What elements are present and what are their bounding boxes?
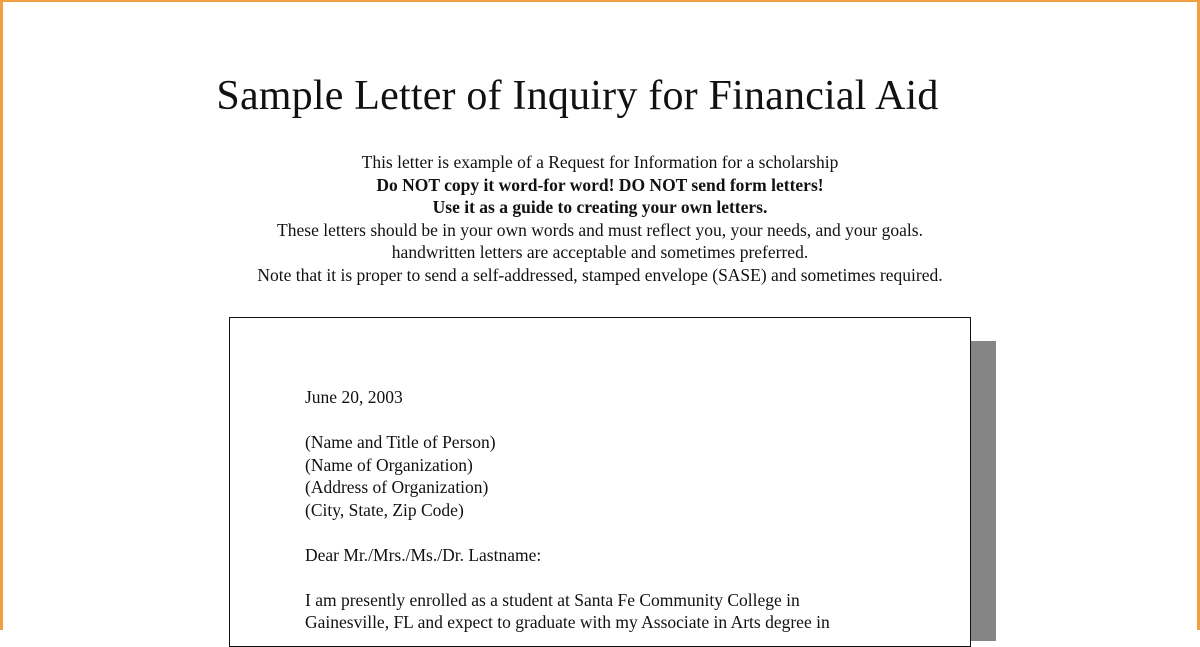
recipient-name-line: (Name and Title of Person) xyxy=(305,432,496,452)
document-title: Sample Letter of Inquiry for Financial Aid xyxy=(216,73,939,119)
page-frame-top xyxy=(0,0,1200,2)
recipient-city-line: (City, State, Zip Code) xyxy=(305,499,464,520)
intro-guide-line: Use it as a guide to creating your own letters. xyxy=(432,197,768,217)
letter-date: June 20, 2003 xyxy=(305,387,403,407)
sample-letter xyxy=(229,317,971,647)
letter-paragraph-line-1: I am presently enrolled as a student at Santa Fe Community College in xyxy=(305,589,800,610)
letter-body xyxy=(305,386,945,634)
intro-line-1: This letter is example of a Request for Information for a scholarship xyxy=(361,152,839,172)
intro-line-5: handwritten letters are acceptable and sometimes preferred. xyxy=(391,242,809,262)
intro-line-4: These letters should be in your own words and must reflect you, your needs, and your goals. xyxy=(277,219,923,240)
letter-salutation: Dear Mr./Mrs./Ms./Dr. Lastname: xyxy=(305,544,542,565)
recipient-address-line: (Address of Organization) xyxy=(305,477,489,497)
intro-warning-line: Do NOT copy it word-for word! DO NOT send form letters! xyxy=(376,174,824,195)
letter-paragraph-line-2: Gainesville, FL and expect to graduate with my Associate in Arts degree in xyxy=(305,612,830,632)
intro-line-6: Note that it is proper to send a self-addressed, stamped envelope (SASE) and sometimes required. xyxy=(257,264,943,285)
intro-block xyxy=(0,151,1200,286)
recipient-organization-line: (Name of Organization) xyxy=(305,454,473,475)
